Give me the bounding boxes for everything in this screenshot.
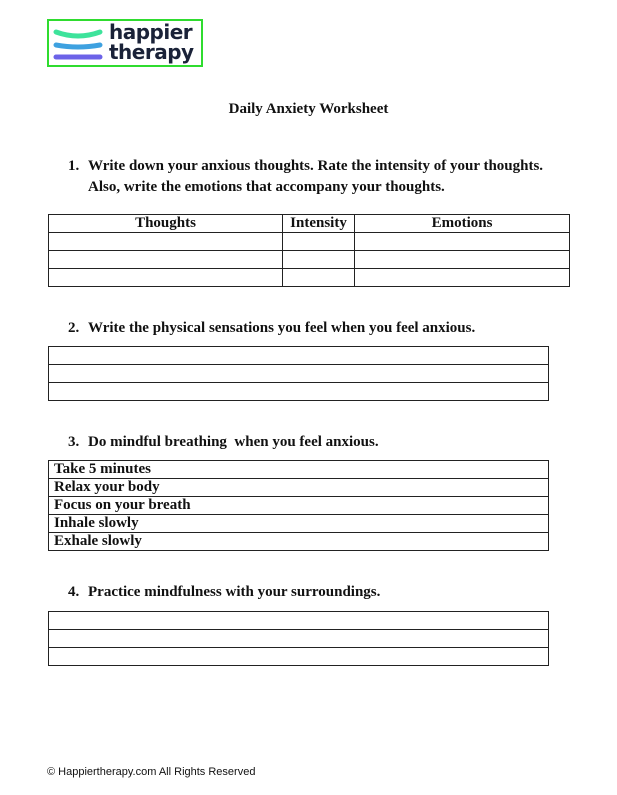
breathing-step: Focus on your breath — [49, 497, 549, 515]
breathing-steps-table — [48, 460, 549, 551]
question-1-line1: Write down your anxious thoughts. Rate the intensity of your thoughts. — [88, 158, 544, 174]
question-4-text: Practice mindfulness with your surroundings. — [88, 584, 381, 600]
sensation-cell[interactable] — [49, 365, 549, 383]
table-row — [49, 251, 570, 269]
thoughts-table — [48, 214, 570, 287]
table-row — [49, 515, 549, 533]
table-row — [49, 269, 570, 287]
breathing-step: Exhale slowly — [49, 533, 549, 551]
table-row — [49, 233, 570, 251]
question-2 — [68, 318, 475, 339]
surroundings-cell[interactable] — [49, 648, 549, 666]
table-row — [49, 383, 549, 401]
table-row — [49, 630, 549, 648]
breathing-step: Relax your body — [49, 479, 549, 497]
logo-word-1: happier — [109, 20, 193, 44]
thoughts-table-header — [49, 215, 570, 233]
emotions-cell[interactable] — [355, 233, 570, 251]
sensation-cell[interactable] — [49, 347, 549, 365]
table-row — [49, 365, 549, 383]
table-row — [49, 648, 549, 666]
brand-logo — [47, 19, 203, 67]
intensity-cell[interactable] — [283, 233, 355, 251]
question-2-number: 2. — [68, 320, 80, 336]
question-4 — [68, 582, 380, 603]
table-row — [49, 461, 549, 479]
question-4-number: 4. — [68, 584, 80, 600]
column-header-emotions: Emotions — [355, 215, 570, 233]
question-3-text: Do mindful breathing when you feel anxious. — [88, 434, 379, 450]
surroundings-table — [48, 611, 549, 666]
emotions-cell[interactable] — [355, 251, 570, 269]
table-row — [49, 533, 549, 551]
table-row — [49, 612, 549, 630]
question-2-text: Write the physical sensations you feel when you feel anxious. — [88, 320, 476, 336]
question-3 — [68, 432, 379, 453]
surroundings-cell[interactable] — [49, 630, 549, 648]
column-header-thoughts: Thoughts — [49, 215, 283, 233]
logo-stripes-icon — [52, 26, 104, 64]
table-row — [49, 479, 549, 497]
thoughts-cell[interactable] — [49, 269, 283, 287]
intensity-cell[interactable] — [283, 269, 355, 287]
surroundings-cell[interactable] — [49, 612, 549, 630]
sensation-cell[interactable] — [49, 383, 549, 401]
question-1-number: 1. — [68, 158, 80, 174]
page-title: Daily Anxiety Worksheet — [228, 101, 389, 117]
table-row — [49, 497, 549, 515]
breathing-step: Inhale slowly — [49, 515, 549, 533]
question-1 — [68, 156, 543, 198]
table-row — [49, 347, 549, 365]
thoughts-cell[interactable] — [49, 251, 283, 269]
question-1-line2: Also, write the emotions that accompany your thoughts. — [88, 179, 445, 195]
thoughts-cell[interactable] — [49, 233, 283, 251]
logo-wordmark — [109, 22, 205, 62]
emotions-cell[interactable] — [355, 269, 570, 287]
intensity-cell[interactable] — [283, 251, 355, 269]
question-3-number: 3. — [68, 434, 80, 450]
sensations-table — [48, 346, 549, 401]
breathing-step: Take 5 minutes — [49, 461, 549, 479]
copyright-footer: © Happiertherapy.com All Rights Reserved — [47, 766, 256, 778]
column-header-intensity: Intensity — [283, 215, 355, 233]
logo-word-2: therapy — [109, 40, 194, 64]
